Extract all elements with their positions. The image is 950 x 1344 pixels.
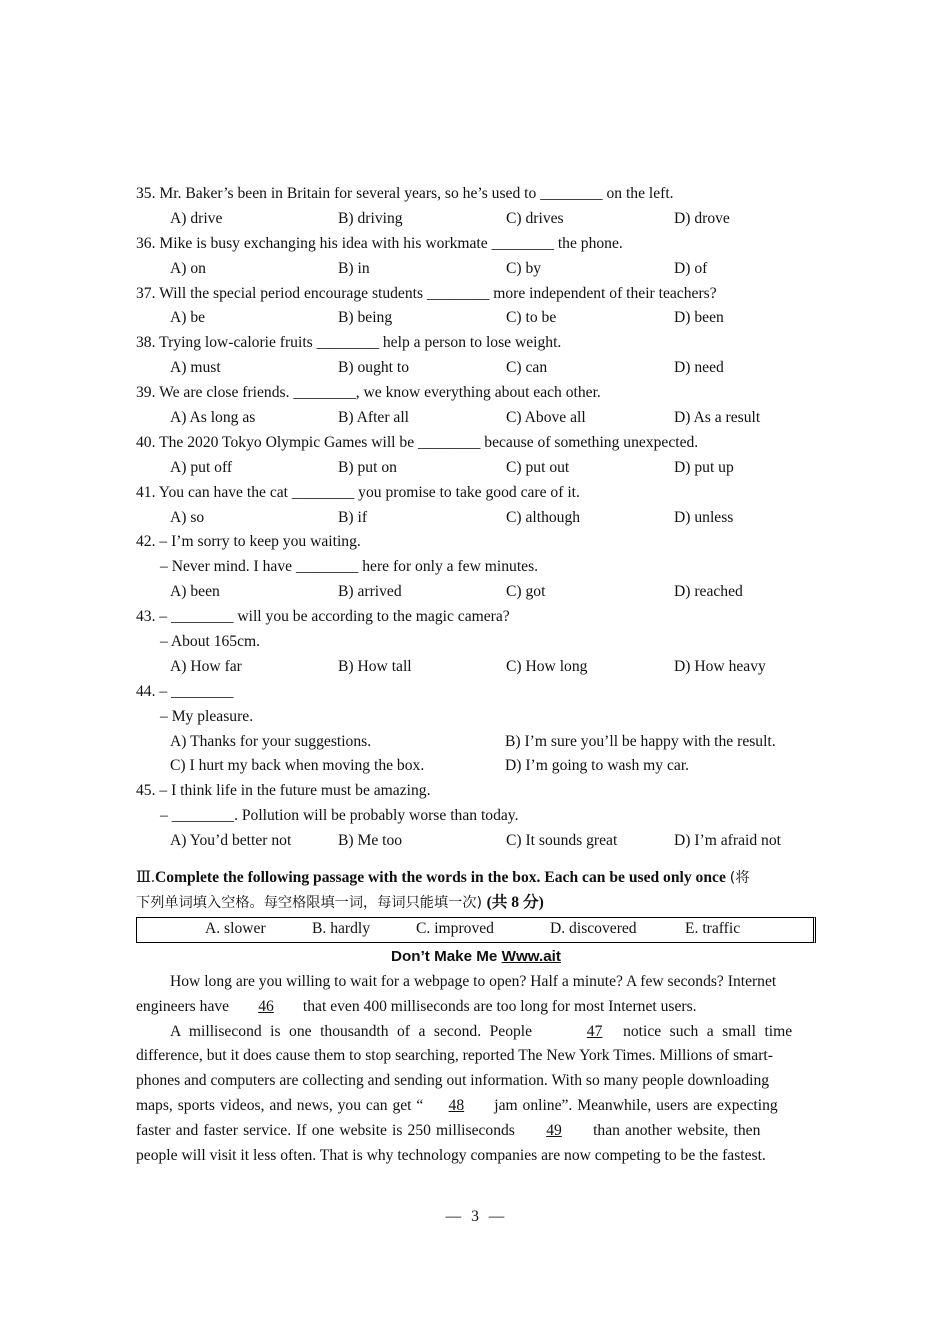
option-b: B) I’m sure you’ll be happy with the result. — [505, 732, 776, 750]
option-a: A) so — [170, 508, 205, 526]
question-stem: 37. Will the special period encourage students ________ more independent of their teachers? — [136, 284, 717, 302]
options-row — [136, 506, 816, 531]
option-b: B) driving — [338, 209, 403, 227]
question-stem: 45. – I think life in the future must be amazing. — [136, 782, 431, 800]
section-instruction: Complete the following passage with the words in the box. Each can be used only once — [154, 869, 726, 887]
question-38 — [136, 331, 816, 381]
blank-49[interactable]: 49 — [546, 1122, 562, 1140]
option-c: C) drives — [506, 209, 564, 227]
line-text: faster and faster service. If one website is 250 milliseconds — [136, 1122, 515, 1140]
question-42 — [136, 530, 816, 605]
option-c: C) How long — [506, 657, 588, 675]
option-a: A) be — [170, 309, 206, 327]
question-45 — [136, 779, 816, 854]
page-footer — [0, 1208, 950, 1226]
section-number: Ⅲ. — [136, 869, 155, 887]
option-d: D) need — [674, 359, 724, 377]
paragraph-line: phones and computers are collecting and sending out information. With so many people downloading — [136, 1072, 770, 1090]
option-c: C) Above all — [506, 409, 586, 427]
question-stem: 41. You can have the cat ________ you promise to take good care of it. — [136, 483, 580, 501]
option-a: A) drive — [170, 209, 223, 227]
question-stem: 43. – ________ will you be according to the magic camera? — [136, 608, 510, 626]
question-stem: 39. We are close friends. ________, we know everything about each other. — [136, 384, 601, 402]
question-39 — [136, 381, 816, 431]
option-d: D) of — [674, 259, 708, 277]
option-c: C) although — [506, 508, 581, 526]
question-stem: 42. – I’m sorry to keep you waiting. — [136, 533, 361, 551]
line-text: notice such a small time — [623, 1022, 793, 1040]
question-44 — [136, 680, 816, 780]
option-b: B) put on — [338, 458, 397, 476]
blank-47[interactable]: 47 — [586, 1022, 603, 1040]
option-d: D) How heavy — [674, 657, 766, 675]
word-option-b: B. hardly — [312, 920, 371, 938]
question-stem: 35. Mr. Baker’s been in Britain for several years, so he’s used to ________ on the left. — [136, 185, 674, 202]
word-box — [136, 917, 816, 943]
options-row — [136, 754, 816, 779]
option-a: A) been — [170, 583, 220, 601]
line-text: engineers have — [136, 997, 230, 1015]
option-b: B) being — [338, 309, 393, 327]
paragraph-line: How long are you willing to wait for a webpage to open? Half a minute? A few seconds? Internet — [170, 972, 777, 990]
option-a: A) on — [170, 259, 206, 277]
title-text: Don’t Make Me — [391, 947, 498, 965]
option-d: D) I’m going to wash my car. — [505, 757, 690, 775]
line-text: jam online”. Meanwhile, users are expecting — [494, 1097, 778, 1115]
paragraph-line: difference, but it does cause them to stop searching, reported The New York Times. Millions of smart- — [136, 1047, 773, 1065]
passage-title — [136, 945, 816, 970]
option-b: B) ought to — [338, 359, 410, 377]
options-row — [136, 406, 816, 431]
options-row — [136, 456, 816, 481]
option-c: C) put out — [506, 458, 570, 476]
option-b: B) Me too — [338, 832, 403, 850]
options-row — [136, 829, 816, 854]
options-row — [136, 730, 816, 755]
options-row — [136, 207, 816, 232]
line-text: that even 400 milliseconds are too long for most Internet users. — [302, 997, 697, 1015]
option-b: B) arrived — [338, 583, 402, 601]
option-b: B) How tall — [338, 657, 412, 675]
question-36 — [136, 232, 816, 282]
option-d: D) unless — [674, 508, 734, 526]
question-reply: – My pleasure. — [160, 707, 254, 725]
section-3 — [136, 866, 816, 1169]
option-c: C) to be — [506, 309, 557, 327]
footer-dash-right: — — [488, 1208, 505, 1225]
option-a: A) must — [170, 359, 221, 377]
question-stem: 36. Mike is busy exchanging his idea with his workmate ________ the phone. — [136, 234, 623, 252]
option-a: A) You’d better not — [170, 832, 292, 850]
section-instruction-cn: (将 — [729, 870, 750, 887]
word-option-c: C. improved — [416, 920, 494, 938]
options-row — [136, 257, 816, 282]
question-41 — [136, 481, 816, 531]
option-d: D) I’m afraid not — [674, 832, 781, 850]
option-b: B) After all — [338, 409, 410, 427]
points-suffix: 分) — [522, 893, 544, 911]
paragraph-line — [136, 1020, 816, 1045]
option-d: D) reached — [674, 583, 743, 601]
question-40 — [136, 431, 816, 481]
question-37 — [136, 282, 816, 332]
question-stem: 38. Trying low-calorie fruits ________ help a person to lose weight. — [136, 334, 562, 352]
option-c: C) I hurt my back when moving the box. — [170, 757, 425, 775]
points-prefix: (共 — [486, 893, 508, 911]
line-text: maps, sports videos, and news, you can get “ — [136, 1097, 424, 1115]
question-43 — [136, 605, 816, 680]
blank-48[interactable]: 48 — [448, 1097, 465, 1115]
word-option-a: A. slower — [205, 920, 266, 938]
line-text: A millisecond is one thousandth of a second. People — [170, 1022, 533, 1040]
option-a: A) How far — [170, 657, 242, 675]
page-number: 3 — [471, 1208, 479, 1225]
blank-46[interactable]: 46 — [258, 997, 274, 1015]
section-heading — [136, 866, 816, 891]
word-option-e: E. traffic — [685, 920, 741, 938]
options-row — [136, 306, 816, 331]
paragraph-line — [136, 995, 816, 1020]
option-c: C) got — [506, 583, 546, 601]
points-number: 8 — [511, 893, 520, 911]
word-option-d: D. discovered — [550, 920, 637, 938]
option-a: A) put off — [170, 458, 233, 476]
option-d: D) been — [674, 309, 724, 327]
options-row — [136, 580, 816, 605]
option-c: C) by — [506, 259, 542, 277]
option-d: D) put up — [674, 458, 734, 476]
line-text: than another website, then — [593, 1122, 761, 1140]
option-d: D) As a result — [674, 409, 761, 427]
option-b: B) in — [338, 259, 370, 277]
paragraph-line — [136, 1119, 816, 1144]
section-instruction-cn-line — [136, 891, 816, 916]
footer-dash-left: — — [445, 1208, 462, 1225]
page-content — [136, 182, 816, 1169]
option-d: D) drove — [674, 209, 730, 227]
options-row — [136, 655, 816, 680]
section-instruction-cn-text: 下列单词填入空格。每空格限填一词，每词只能填一次) — [136, 894, 483, 911]
passage-paragraph-1 — [136, 970, 816, 1020]
option-c: C) can — [506, 359, 548, 377]
options-row — [136, 356, 816, 381]
question-stem: 44. – ________ — [136, 682, 234, 700]
option-a: A) As long as — [170, 409, 256, 427]
question-stem: 40. The 2020 Tokyo Olympic Games will be ________ because of something unexpected. — [136, 433, 699, 451]
question-reply: – ________. Pollution will be probably worse than today. — [160, 807, 519, 825]
option-a: A) Thanks for your suggestions. — [170, 732, 372, 750]
option-b: B) if — [338, 508, 368, 526]
paragraph-line — [136, 1094, 816, 1119]
option-c: C) It sounds great — [506, 832, 618, 850]
passage-paragraph-2 — [136, 1020, 816, 1169]
question-35 — [136, 182, 816, 232]
question-reply: – About 165cm. — [160, 633, 261, 651]
question-reply: – Never mind. I have ________ here for only a few minutes. — [160, 558, 539, 576]
paragraph-line: people will visit it less often. That is why technology companies are now competing to be the fastest. — [136, 1146, 766, 1164]
title-link: Www.ait — [501, 947, 561, 965]
